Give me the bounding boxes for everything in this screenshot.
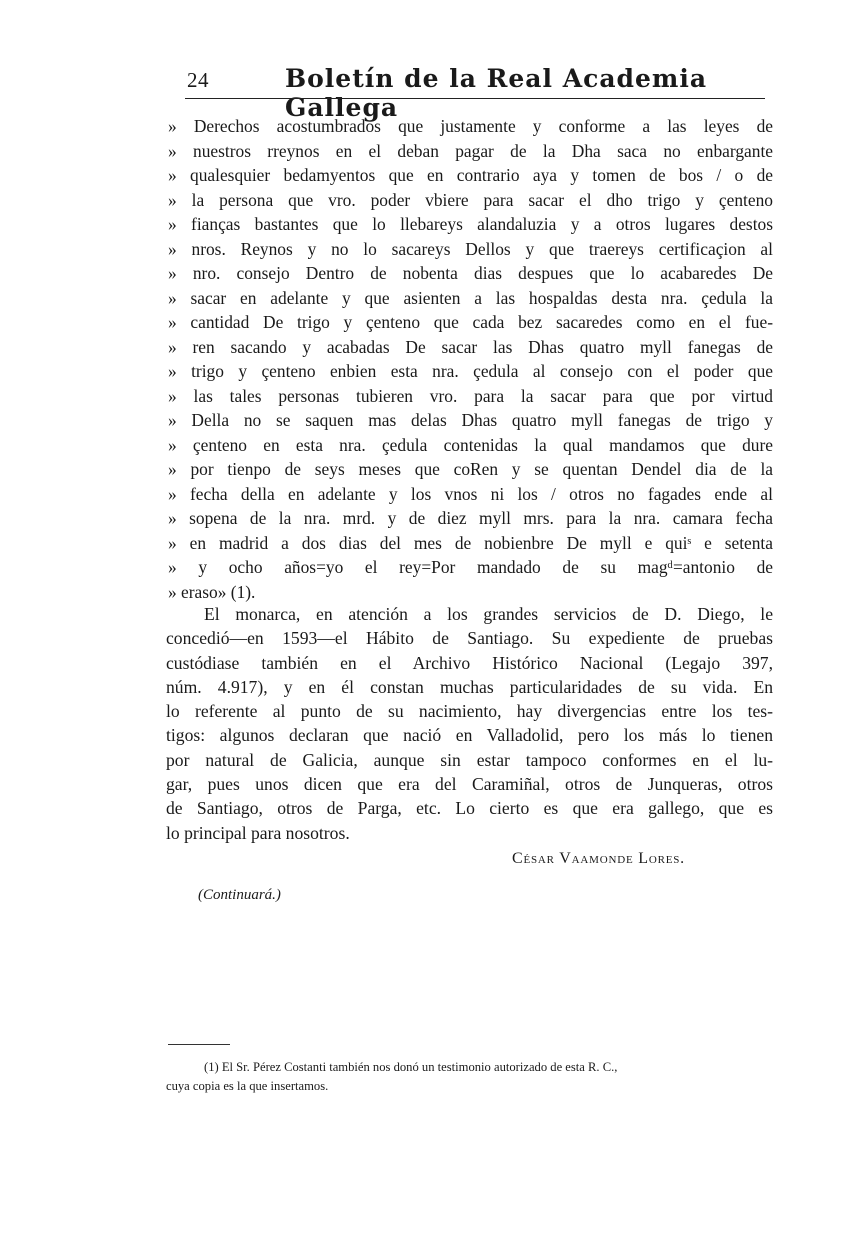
continued-note: (Continuará.) <box>198 887 281 903</box>
body-line: gar, pues unos dicen que era del Caramiñal, otros de Junqueras, otros <box>166 774 773 795</box>
quote-line: » çenteno en esta nra. çedula contenidas la qual mandamos que dure <box>168 434 773 455</box>
quote-line: » por tienpo de seys meses que coRen y se quentan Dendel dia de la <box>168 459 773 479</box>
quoted-document <box>168 114 773 604</box>
body-line: concedió—en 1593—el Hábito de Santiago. Su expediente de pruebas <box>166 628 773 649</box>
quote-line: » eraso» (1). <box>168 581 256 602</box>
body-line: custódiase también en el Archivo Histórico Nacional (Legajo 397, <box>166 652 773 673</box>
quote-line: » fianças bastantes que lo llebareys alandaluzia y a otros lugares destos <box>168 214 773 234</box>
quote-line: » cantidad De trigo y çenteno que cada bez sacaredes como en el fue- <box>168 312 773 332</box>
page-number: 24 <box>187 68 209 92</box>
quote-line: » nro. consejo Dentro de nobenta dias despues que lo acabaredes De <box>168 263 773 283</box>
body-line: lo principal para nosotros. <box>166 822 350 843</box>
quote-line: » la persona que vro. poder vbiere para sacar el dho trigo y çenteno <box>168 189 773 210</box>
quote-line: » fecha della en adelante y los vnos ni los / otros no fagades ende al <box>168 483 773 504</box>
quote-line: » Della no se saquen mas delas Dhas quatro myll fanegas de trigo y <box>168 410 773 430</box>
quote-line: » qualesquier bedamyentos que en contrario aya y tomen de bos / o de <box>168 165 773 185</box>
quote-line: » en madrid a dos dias del mes de nobienbre De myll e quiˢ e setenta <box>168 532 773 553</box>
body-line: lo referente al punto de su nacimiento, hay divergencias entre los tes- <box>166 701 773 722</box>
body-line: por natural de Galicia, aunque sin estar tampoco conformes en el lu- <box>166 749 773 770</box>
author-signature: César Vaamonde Lores. <box>512 850 685 867</box>
quote-line: » nros. Reynos y no lo sacareys Dellos y que traereys certificaçion al <box>168 238 773 259</box>
quote-line: » y ocho años=yo el rey=Por mandado de su magᵈ=antonio de <box>168 557 773 577</box>
quote-line: » sacar en adelante y que asienten a las hospaldas desta nra. çedula la <box>168 287 773 308</box>
body-line: de Santiago, otros de Parga, etc. Lo cierto es que era gallego, que es <box>166 798 773 819</box>
page-header <box>185 62 765 122</box>
quote-line: » las tales personas tubieren vro. para la sacar para que por virtud <box>168 385 773 406</box>
quote-line: » nuestros rreynos en el deban pagar de la Dha saca no enbargante <box>168 140 773 161</box>
footnote-line: cuya copia es la que insertamos. <box>166 1079 329 1093</box>
footnote-divider <box>168 1044 230 1045</box>
body-line: núm. 4.917), y en él constan muchas particularidades de su vida. En <box>166 676 773 697</box>
quote-line: » sopena de la nra. mrd. y de diez myll mrs. para la nra. camara fecha <box>168 508 773 528</box>
running-title: Boletín de la Real Academia Gallega <box>285 64 708 122</box>
footnote <box>166 1058 776 1096</box>
body-line: El monarca, en atención a los grandes servicios de D. Diego, le <box>204 604 773 624</box>
body-paragraph <box>166 602 773 845</box>
footnote-line: (1) El Sr. Pérez Costanti también nos donó un testimonio autorizado de esta R. C., <box>204 1060 618 1074</box>
quote-line: » ren sacando y acabadas De sacar las Dhas quatro myll fanegas de <box>168 336 773 357</box>
body-line: tigos: algunos declaran que nació en Valladolid, pero los más lo tienen <box>166 725 773 746</box>
quote-line: » Derechos acostumbrados que justamente y conforme a las leyes de <box>168 116 773 136</box>
header-divider <box>185 98 765 99</box>
quote-line: » trigo y çenteno enbien esta nra. çedula al consejo con el poder que <box>168 361 773 381</box>
